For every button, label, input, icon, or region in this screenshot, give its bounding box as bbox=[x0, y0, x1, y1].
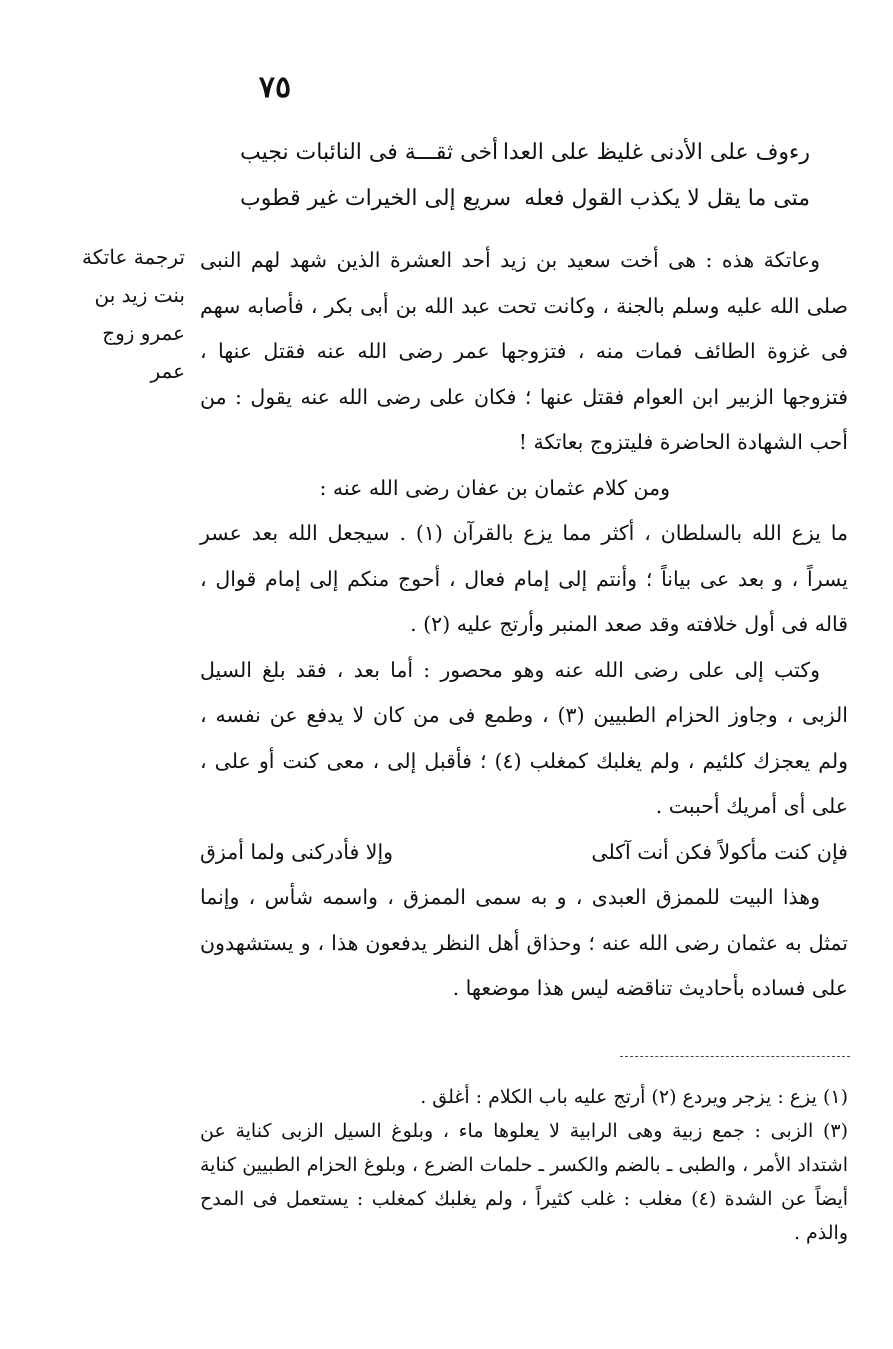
hemistich-second: وإلا فأدركنى ولما أمزق bbox=[200, 839, 394, 864]
paragraph: وكتب إلى على رضى الله عنه وهو محصور : أما بعد ، فقد بلغ السيل الزبى ، وجاوز الحزام الطبيين (٣) ، وطمع فى من كان لا يدفع عن نفسه ، ولم يعجزك كلئيم ، ولم يغلبك كمغلب (٤) ؛ فأقبل إلى ، معى كنت أو على ، على أى أمريك أحببت . bbox=[200, 657, 849, 818]
footnote-divider bbox=[620, 1056, 850, 1057]
paragraph: وهذا البيت للممزق العبدى ، و به سمى الممزق ، واسمه شأس ، وإنما تمثل به عثمان رضى الله عنه ؛ وحذاق أهل النظر يدفعون هذا ، و يستشهدون على فساده بأحاديث تناقضه ليس هذا موضعها . bbox=[200, 885, 848, 1000]
hemistich-first: متى ما يقل لا يكذب القول فعله bbox=[524, 186, 810, 211]
page-number: ٧٥ bbox=[258, 70, 292, 105]
paragraph: ما يزع الله بالسلطان ، أكثر مما يزع بالقرآن (١) . سيجعل الله بعد عسر يسراً ، و بعد عى بياناً ؛ وأنتم إلى إمام فعال ، أحوج منكم إلى إمام قوال ، قاله فى أول خلافته وقد صعد المنبر وأرتج عليه (٢) . bbox=[200, 521, 848, 636]
paragraph: وعاتكة هذه : هى أخت سعيد بن زيد أحد العشرة الذين شهد لهم النبى صلى الله عليه وسلم بالجنة ، وكانت تحت عبد الله بن أبى بكر ، فأصابه سهم فى غزوة الطائف فمات منه ، فتزوجها عمر رضى الله عنه فقتل عنها ، فتزوجها الزبير ابن العوام فقتل عنها ؛ فكان على رضى الله عنه يقول : من أحب الشهادة الحاضرة فليتزوج بعاتكة ! bbox=[200, 248, 848, 454]
margin-note-line: بنت زيد بن bbox=[94, 283, 185, 307]
footnotes bbox=[200, 1080, 848, 1250]
margin-note-line: عمر bbox=[150, 359, 185, 383]
main-text bbox=[200, 238, 848, 1012]
hemistich-second: سريع إلى الخيرات غير قطوب bbox=[240, 186, 512, 211]
verse-line bbox=[200, 830, 848, 876]
footnote: (١) يزع : يزجر ويردع (٢) أرتج عليه باب الكلام : أغلق . bbox=[420, 1086, 848, 1108]
poem-line bbox=[200, 186, 810, 232]
margin-note-line: ترجمة عاتكة bbox=[82, 245, 185, 269]
poem-line bbox=[200, 140, 810, 186]
margin-note bbox=[80, 238, 185, 390]
margin-note-line: عمرو زوج bbox=[102, 321, 185, 345]
hemistich-first: فإن كنت مأكولاً فكن أنت آكلى bbox=[591, 839, 848, 864]
poem-top bbox=[200, 140, 810, 232]
hemistich-first: رءوف على الأدنى غليظ على العدا bbox=[502, 140, 810, 165]
paragraph: ومن كلام عثمان بن عفان رضى الله عنه : bbox=[319, 475, 670, 500]
hemistich-second: أخى ثقـــة فى النائبات نجيب bbox=[240, 140, 499, 165]
footnote: (٣) الزبى : جمع زبية وهى الرابية لا يعلوها ماء ، وبلوغ السيل الزبى كناية عن اشتداد الأمر ، والطبى ـ بالضم والكسر ـ حلمات الضرع ، وبلوغ الحزام الطبيين كناية أيضاً عن الشدة (٤) مغلب : غلب كثيراً ، ولم يغلبك كمغلب : يستعمل فى المدح والذم . bbox=[200, 1120, 849, 1244]
